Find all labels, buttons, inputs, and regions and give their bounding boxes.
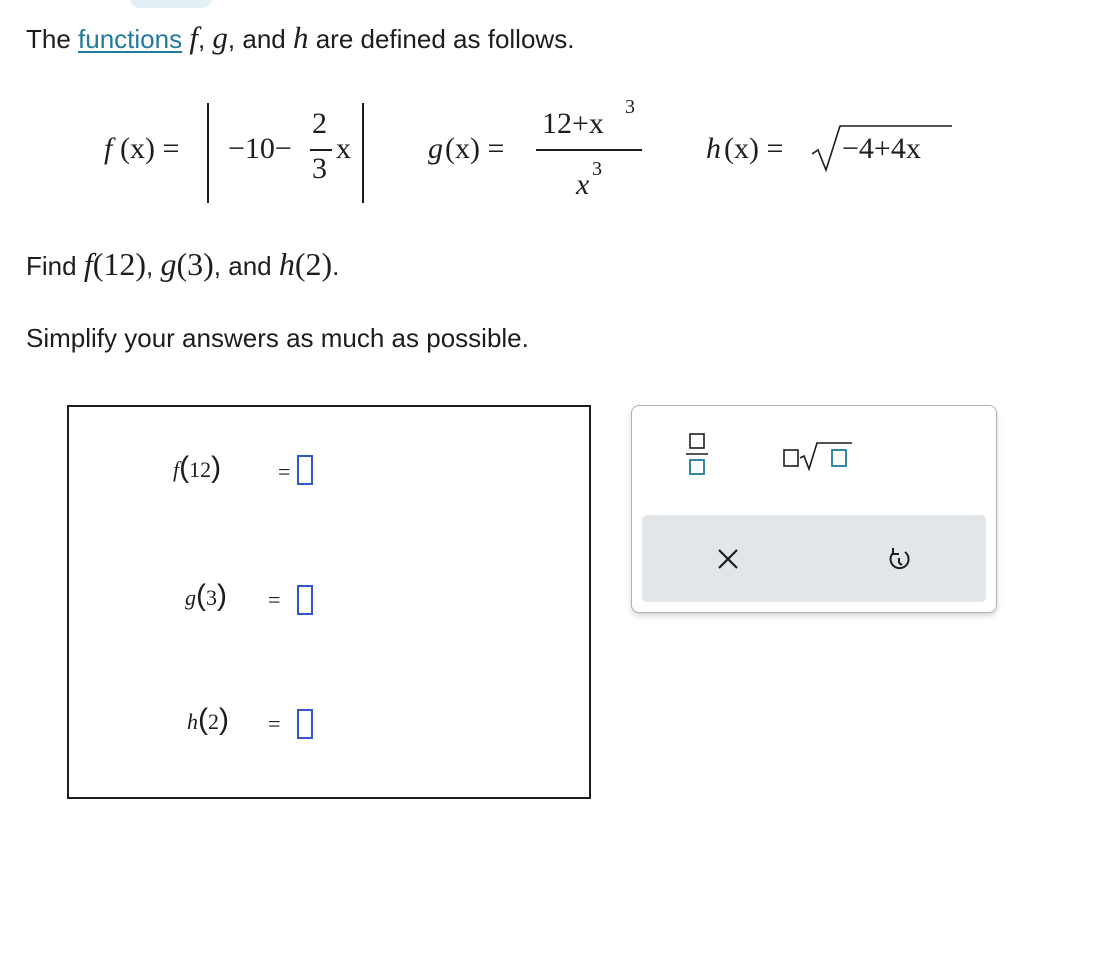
answer-row-g: g(3) [185, 579, 227, 612]
g-symbol: g [212, 20, 228, 55]
f-abs-left-bar [207, 103, 209, 203]
nth-root-icon [782, 440, 854, 472]
answer-box [67, 405, 591, 799]
intro-text: The functions f, g, and h are defined as follows. [26, 20, 575, 55]
nth-root-button[interactable] [782, 440, 854, 472]
f-frac-den: 3 [312, 152, 327, 185]
f-frac-num: 2 [312, 107, 327, 140]
functions-link[interactable]: functions [78, 24, 183, 54]
g-num-exponent: 3 [625, 96, 635, 118]
answer-h-input[interactable] [297, 709, 313, 739]
palette-tools-bar [642, 515, 986, 602]
f-minus-ten: −10− [228, 132, 292, 165]
answer-f-equals: = [278, 459, 291, 484]
find-instruction: Find f(12), g(3), and h(2). [26, 246, 340, 282]
answer-g-equals: = [268, 587, 281, 612]
answer-h-equals: = [268, 711, 281, 736]
g-denominator: x [576, 168, 590, 201]
fraction-button[interactable] [682, 432, 712, 478]
undo-icon [886, 547, 912, 573]
h-arg: (x) = [724, 132, 784, 165]
f-symbol: f [189, 20, 198, 55]
f-frac-line [310, 149, 332, 151]
answer-g-input[interactable] [297, 585, 313, 615]
fraction-icon [682, 432, 712, 478]
clear-icon [716, 547, 740, 571]
simplify-instruction: Simplify your answers as much as possible. [26, 323, 529, 353]
g-lhs: g [428, 132, 443, 165]
g-frac-line [536, 149, 642, 151]
undo-button[interactable] [886, 547, 912, 573]
h-symbol: h [292, 20, 309, 55]
tab-nub [130, 0, 212, 8]
f-arg: (x) = [120, 132, 180, 165]
f-lhs: f [104, 132, 113, 165]
h-lhs: h [706, 132, 721, 165]
f-x: x [336, 132, 351, 165]
g-arg: (x) = [445, 132, 505, 165]
clear-button[interactable] [716, 547, 740, 571]
answer-row-h: h(2) [187, 703, 229, 736]
answer-f-input[interactable] [297, 455, 313, 485]
answer-row-f: f(12) [173, 451, 222, 484]
h-radicand: −4+4x [842, 132, 921, 165]
math-palette [631, 405, 997, 613]
g-den-exponent: 3 [592, 158, 602, 180]
f-abs-right-bar [362, 103, 364, 203]
g-numerator: 12+x [542, 107, 604, 140]
